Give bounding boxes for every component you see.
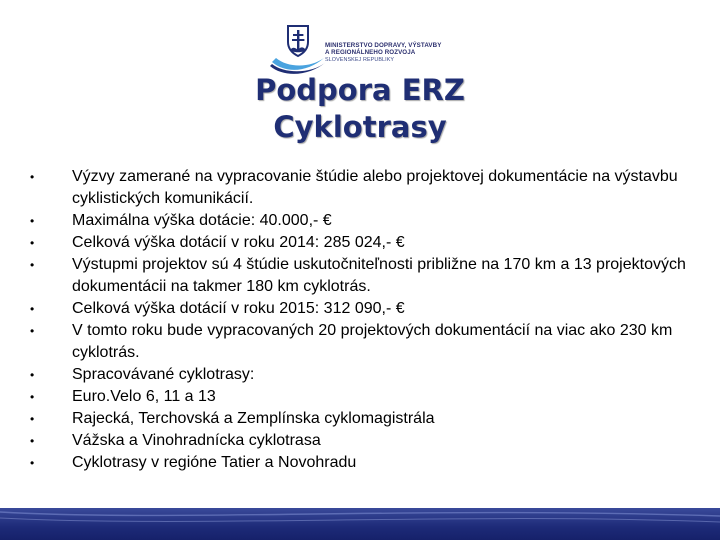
bullet-marker: • (30, 390, 35, 404)
bullet-item (30, 298, 690, 320)
bullet-item (30, 254, 690, 298)
bullet-item (30, 386, 690, 408)
bullet-marker: • (30, 456, 35, 470)
bullet-item (30, 210, 690, 232)
bullet-marker: • (30, 236, 35, 250)
bullet-text: V tomto roku bude vypracovaných 20 projektových dokumentácií na viac ako 230 km cyklotrás. (72, 322, 673, 361)
ministry-name-line2: A REGIONÁLNEHO ROZVOJA (325, 49, 416, 57)
bullet-text: Celková výška dotácií v roku 2015: 312 090,- € (72, 300, 405, 317)
bullet-marker: • (30, 302, 35, 316)
bullet-item (30, 320, 690, 364)
bullet-marker: • (30, 434, 35, 448)
bullet-text: Celková výška dotácií v roku 2014: 285 024,- € (72, 234, 405, 251)
ministry-name-line1: MINISTERSTVO DOPRAVY, VÝSTAVBY (325, 42, 442, 49)
ministry-name (325, 42, 441, 64)
bullet-marker: • (30, 324, 35, 338)
bullet-item (30, 408, 690, 430)
bullet-text: Euro.Velo 6, 11 a 13 (72, 388, 216, 405)
bullet-text: Vážska a Vinohradnícka cyklotrasa (72, 432, 321, 449)
bullet-text: Cyklotrasy v regióne Tatier a Novohradu (72, 454, 357, 471)
bullet-item (30, 364, 690, 386)
slide-title-line1: Podpora ERZ (255, 73, 465, 107)
slovak-coat-of-arms-icon (268, 22, 328, 78)
bullet-marker: • (30, 170, 35, 184)
footer-wave-decoration (0, 508, 720, 540)
bullet-item (30, 452, 690, 474)
bullet-item (30, 232, 690, 254)
footer-band (0, 508, 720, 540)
bullet-text: Výstupmi projektov sú 4 štúdie uskutočniteľnosti približne na 170 km a 13 projektových dokumentácii na takmer 180 km cyklotrás. (72, 256, 686, 295)
bullet-text: Výzvy zamerané na vypracovanie štúdie alebo projektovej dokumentácie na výstavbu cyklistických komunikácií. (72, 168, 678, 207)
bullet-text: Rajecká, Terchovská a Zemplínska cyklomagistrála (72, 410, 435, 427)
bullet-marker: • (30, 258, 35, 272)
bullet-text: Maximálna výška dotácie: 40.000,- € (72, 212, 332, 229)
bullet-marker: • (30, 368, 35, 382)
bullet-marker: • (30, 214, 35, 228)
bullet-list (30, 166, 690, 474)
slide-title-line2: Cyklotrasy (273, 110, 447, 144)
ministry-logo (268, 22, 458, 78)
bullet-item (30, 430, 690, 452)
ministry-name-line3: SLOVENSKEJ REPUBLIKY (325, 56, 395, 63)
bullet-marker: • (30, 412, 35, 426)
bullet-text: Spracovávané cyklotrasy: (72, 366, 255, 383)
bullet-item (30, 166, 690, 210)
